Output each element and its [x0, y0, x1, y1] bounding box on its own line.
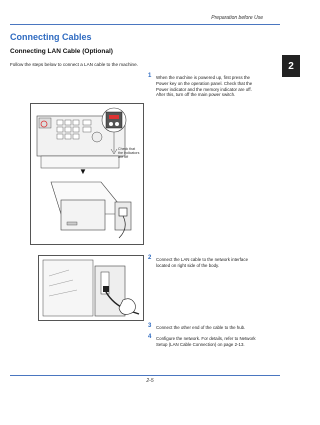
callout-line-2: the indicators: [118, 151, 140, 156]
figure-lan-connection: [38, 255, 144, 321]
step-3-number: 3: [148, 323, 152, 329]
figure-operation-panel: [30, 103, 144, 245]
page-number: 2-5: [146, 378, 154, 384]
step-2-line-2: located on right side of the body.: [156, 262, 220, 268]
step-2: [148, 257, 268, 269]
callout-line-1: Check that: [118, 147, 136, 151]
header-rule: [10, 24, 280, 25]
step-1-line-2: Power key on the operation panel. Check that the: [156, 80, 253, 86]
step-3: [148, 325, 268, 331]
intro-text: Follow the steps below to connect a LAN cable to the machine.: [10, 62, 138, 67]
step-4-line-1: Configure the network. For details, refer to Network: [156, 336, 256, 341]
step-3-line-1: Connect the other end of the cable to the hub.: [156, 325, 246, 330]
step-4-number: 4: [148, 334, 152, 340]
step-4-text: [148, 336, 268, 348]
down-arrow-icon: ▼: [79, 167, 87, 176]
section-title: Connecting Cables: [10, 32, 92, 42]
step-1-number: 1: [148, 73, 152, 79]
chapter-tab: 2: [282, 55, 300, 77]
footer-rule: [10, 375, 280, 376]
running-head: Preparation before Use: [211, 15, 263, 21]
step-2-line-1: Connect the LAN cable to the network interface: [156, 257, 249, 262]
machine-panel-illustration: [31, 104, 143, 244]
step-1: [148, 75, 268, 98]
callout-line-3: are off: [118, 155, 129, 160]
step-3-text: [148, 325, 268, 331]
step-2-text: [148, 257, 268, 269]
step-1-line-1: When the machine is powered up, first press the: [156, 75, 250, 80]
step-1-line-3: Power indicator and the memory indicator are off.: [156, 86, 252, 92]
step-1-text: [148, 75, 268, 98]
step-2-number: 2: [148, 255, 152, 261]
lan-port-illustration: [39, 256, 143, 320]
step-4: [148, 336, 268, 348]
step-1-line-4: After this, turn off the main power switch.: [156, 92, 236, 98]
step-4-line-2: Setup (LAN Cable Connection) on page 2-13.: [156, 341, 245, 347]
subsection-title: Connecting LAN Cable (Optional): [10, 48, 113, 55]
indicator-callout: [118, 147, 139, 160]
